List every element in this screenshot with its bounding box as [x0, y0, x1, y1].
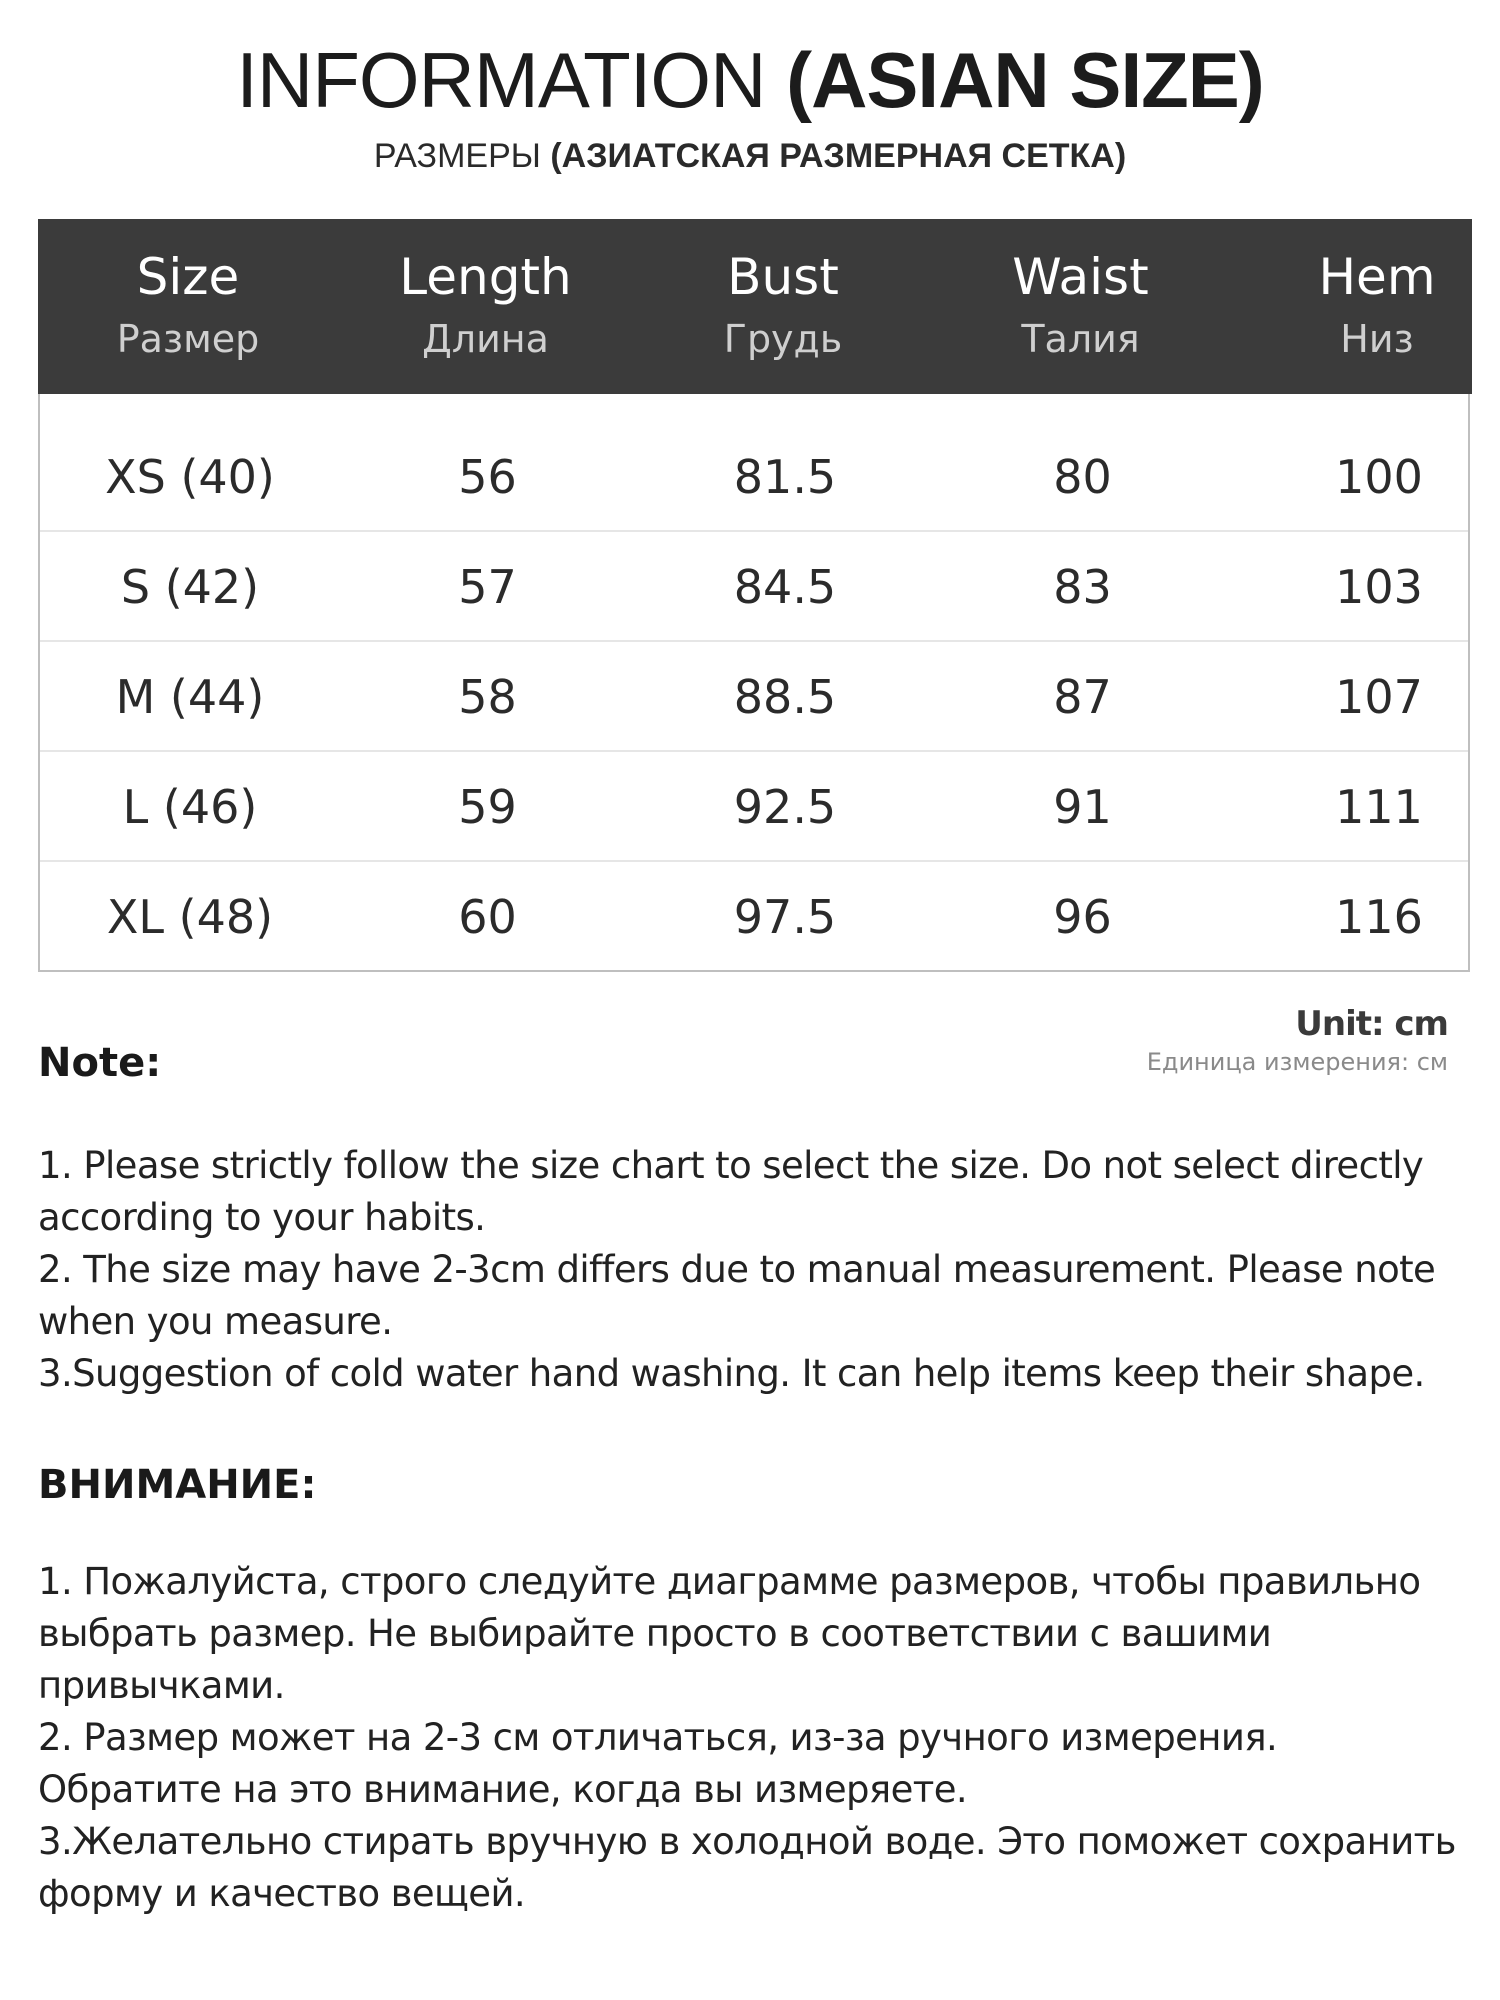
column-header-waist: [933, 219, 1228, 394]
note-item: 3.Suggestion of cold water hand washing. It can help items keep their shape.: [38, 1352, 1425, 1395]
subtitle-light: РАЗМЕРЫ: [373, 137, 541, 175]
column-header-length: [338, 219, 633, 394]
column-header-en: Hem: [1318, 248, 1436, 306]
table-row: [40, 422, 1468, 532]
table-row: [40, 532, 1468, 642]
table-cell-length: 58: [458, 670, 517, 724]
table-cell-size: M (44): [115, 670, 265, 724]
page-title: [0, 36, 1500, 124]
table-cell-length: 56: [458, 450, 517, 504]
table-cell-length: 60: [458, 890, 517, 944]
column-header-ru: Грудь: [723, 317, 843, 361]
column-header-en: Length: [399, 248, 572, 306]
table-cell-hem: 111: [1335, 780, 1423, 834]
table-cell-hem: 100: [1335, 450, 1423, 504]
table-cell-hem: 107: [1335, 670, 1423, 724]
table-cell-length: 57: [458, 560, 517, 614]
column-header-en: Waist: [1012, 248, 1149, 306]
table-header: [38, 219, 1472, 394]
column-header-bust: [633, 219, 933, 394]
page-subtitle: [0, 136, 1500, 176]
column-header-size: [38, 219, 338, 394]
column-header-ru: Размер: [116, 317, 260, 361]
table-row: [40, 752, 1468, 862]
table-row: [40, 862, 1468, 972]
table-cell-size: XS (40): [105, 450, 275, 504]
unit-label-ru: Единица измерения: см: [1146, 1048, 1448, 1076]
table-cell-waist: 96: [1053, 890, 1112, 944]
unit-label: [1147, 1002, 1448, 1078]
note-item-ru: 2. Размер может на 2-3 см отличаться, из-за ручного измерения. Обратите на это внимание, когда вы измеряете.: [38, 1716, 1278, 1811]
note-item-ru: 1. Пожалуйста, строго следуйте диаграмме размеров, чтобы правильно выбрать размер. Не выбирайте просто в соответствии с вашими привычками.: [38, 1560, 1421, 1707]
column-header-ru: Длина: [422, 317, 549, 361]
unit-label-en: Unit: cm: [1295, 1004, 1448, 1044]
table-cell-size: S (42): [120, 560, 260, 614]
column-header-ru: Талия: [1021, 317, 1140, 361]
note-heading-ru: ВНИМАНИЕ:: [38, 1462, 317, 1508]
table-cell-bust: 97.5: [733, 890, 837, 944]
note-body-ru: [38, 1556, 1468, 1920]
table-cell-bust: 84.5: [733, 560, 837, 614]
size-table: [38, 219, 1470, 972]
table-cell-size: L (46): [122, 780, 258, 834]
note-heading: Note:: [38, 1040, 162, 1086]
table-cell-bust: 92.5: [733, 780, 837, 834]
table-cell-hem: 116: [1335, 890, 1423, 944]
note-item: 2. The size may have 2-3cm differs due to manual measurement. Please note when you measure.: [38, 1248, 1436, 1343]
table-cell-waist: 87: [1053, 670, 1112, 724]
table-cell-waist: 80: [1053, 450, 1112, 504]
title-light: INFORMATION: [236, 36, 766, 124]
column-header-en: Bust: [727, 248, 839, 306]
table-cell-length: 59: [458, 780, 517, 834]
table-cell-waist: 91: [1053, 780, 1112, 834]
column-header-en: Size: [136, 248, 240, 306]
column-header-hem: [1228, 219, 1500, 394]
table-cell-bust: 81.5: [733, 450, 837, 504]
table-cell-bust: 88.5: [733, 670, 837, 724]
column-header-ru: Низ: [1340, 317, 1414, 361]
title-bold: (ASIAN SIZE): [786, 36, 1264, 124]
table-row: [40, 642, 1468, 752]
note-item: 1. Please strictly follow the size chart to select the size. Do not select directly according to your habits.: [38, 1144, 1424, 1239]
table-cell-hem: 103: [1335, 560, 1423, 614]
subtitle-bold: (АЗИАТСКАЯ РАЗМЕРНАЯ СЕТКА): [550, 137, 1127, 175]
table-cell-size: XL (48): [106, 890, 274, 944]
table-cell-waist: 83: [1053, 560, 1112, 614]
note-item-ru: 3.Желательно стирать вручную в холодной воде. Это поможет сохранить форму и качество вещей.: [38, 1820, 1456, 1915]
note-body: [38, 1140, 1468, 1400]
